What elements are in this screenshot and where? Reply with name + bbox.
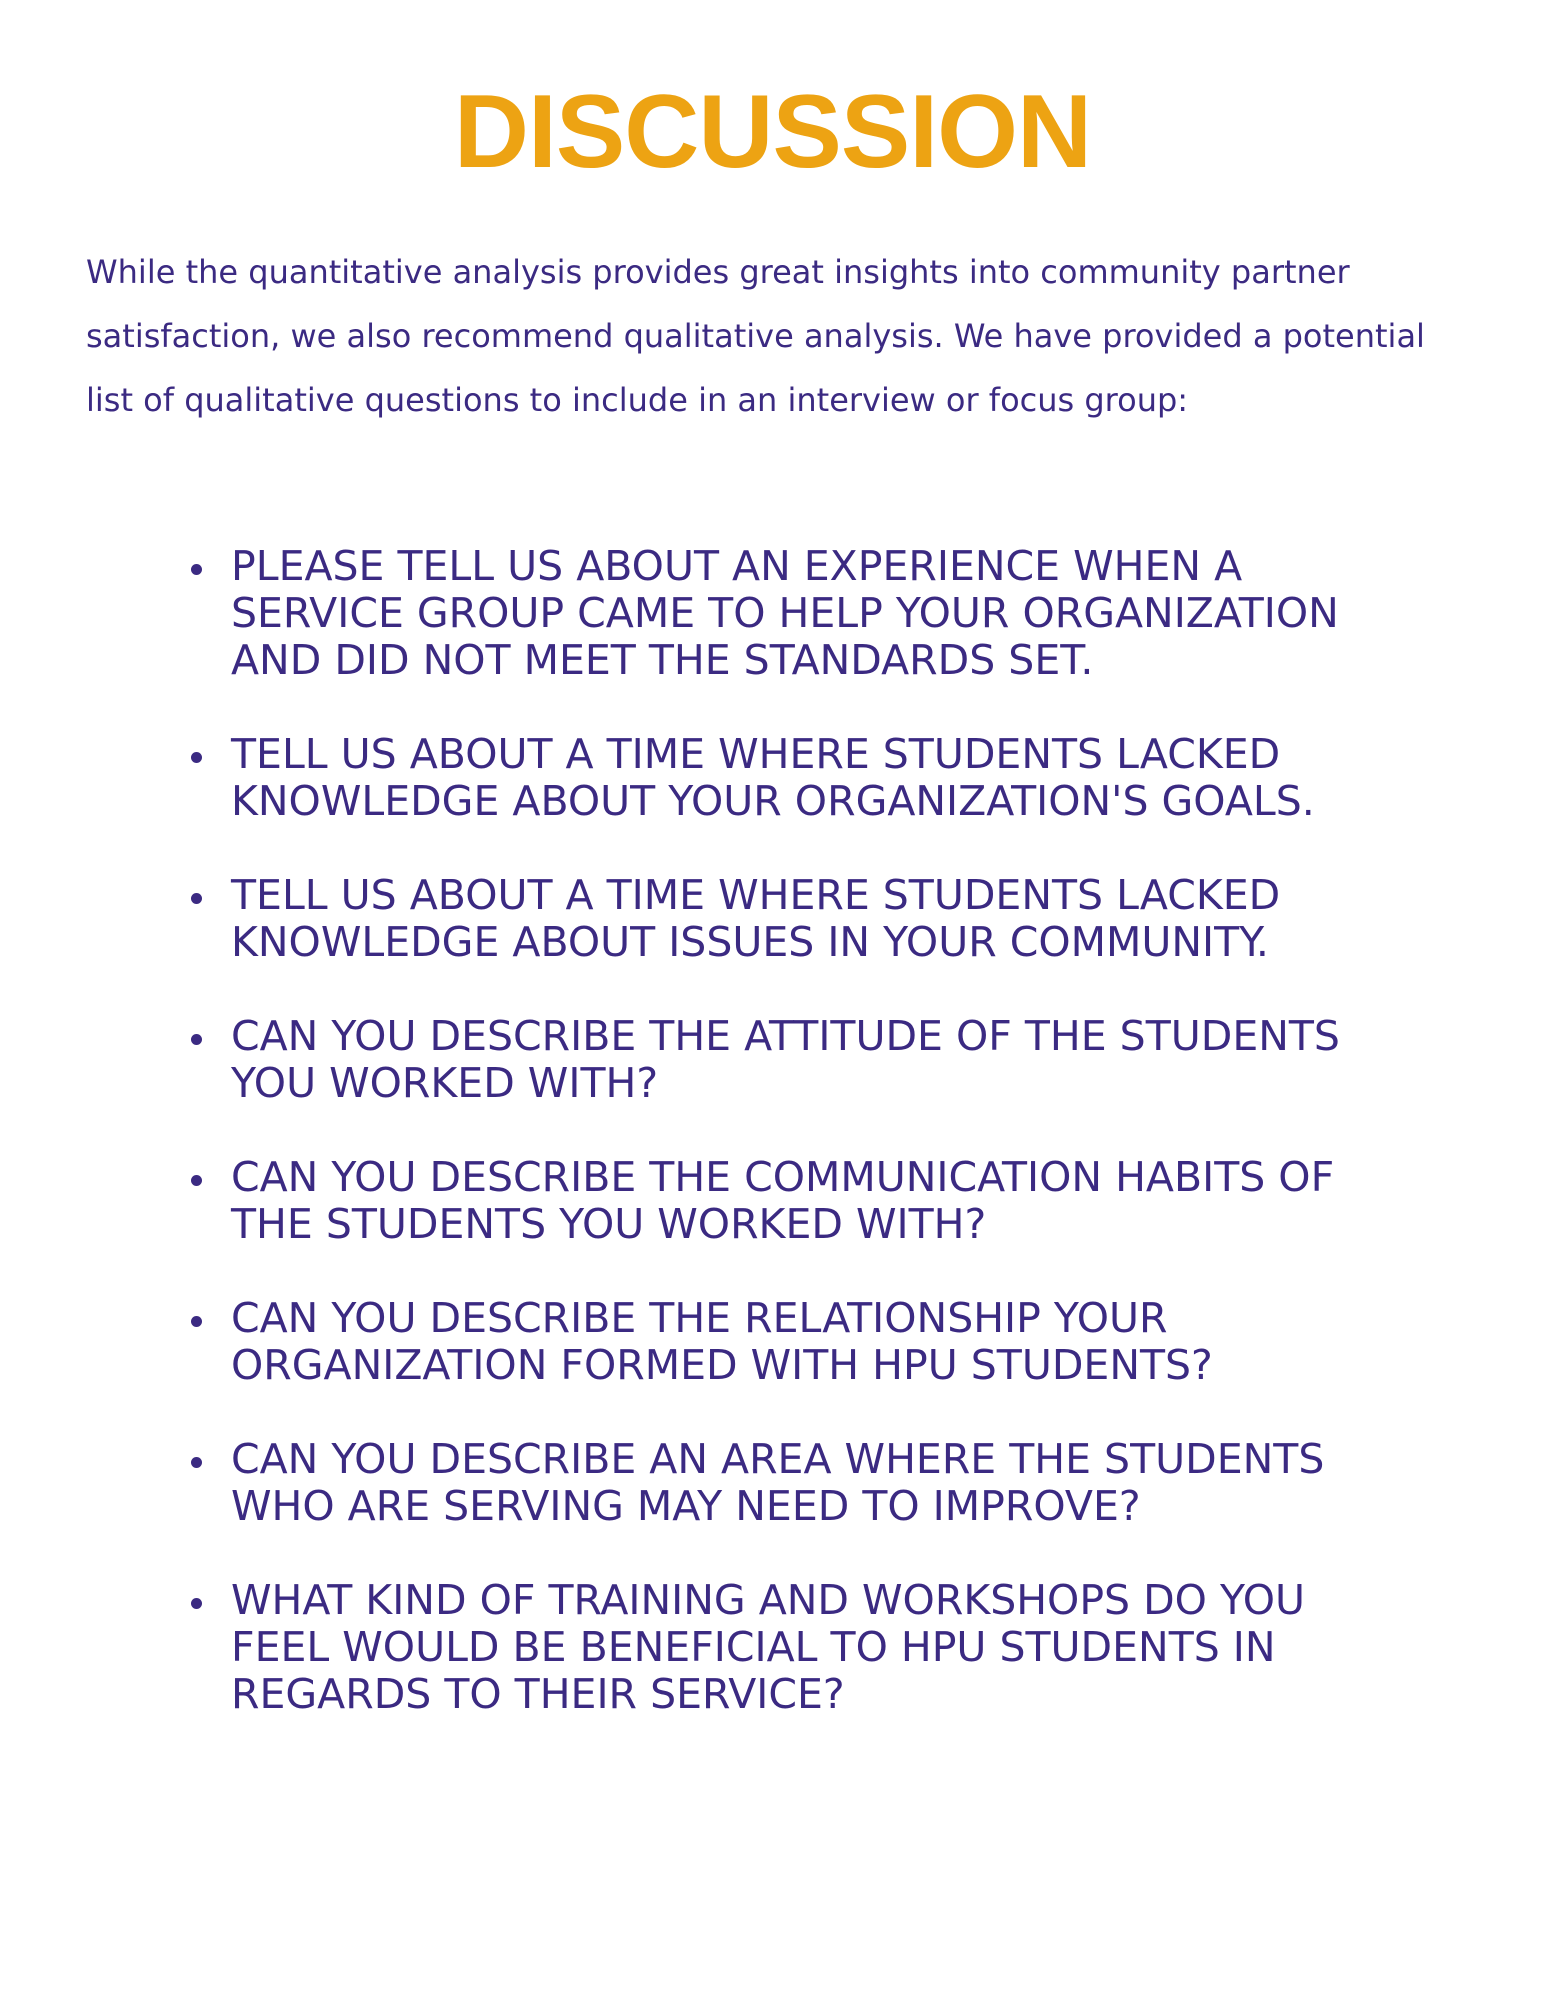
question-text: TELL US ABOUT A TIME WHERE STUDENTS LACKED KNOWLEDGE ABOUT ISSUES IN YOUR COMMUNITY. xyxy=(231,871,1281,966)
question-text: CAN YOU DESCRIBE THE ATTITUDE OF THE STUDENTS YOU WORKED WITH? xyxy=(231,1012,1340,1107)
question-text: CAN YOU DESCRIBE THE COMMUNICATION HABITS OF THE STUDENTS YOU WORKED WITH? xyxy=(231,1153,1335,1248)
list-item xyxy=(0,1436,1411,1530)
list-item xyxy=(0,543,1411,684)
bullet-icon xyxy=(191,752,202,763)
list-item xyxy=(0,1154,1411,1248)
list-item xyxy=(0,731,1411,825)
bullet-icon xyxy=(191,1457,202,1468)
bullet-icon xyxy=(191,1175,202,1186)
page-title: DISCUSSION xyxy=(453,74,1092,190)
list-item xyxy=(0,872,1411,966)
bullet-icon xyxy=(191,1316,202,1327)
question-text: TELL US ABOUT A TIME WHERE STUDENTS LACKED KNOWLEDGE ABOUT YOUR ORGANIZATION'S GOALS. xyxy=(231,730,1315,825)
bullet-icon xyxy=(191,893,202,904)
list-item xyxy=(0,1013,1411,1107)
question-list xyxy=(0,543,1545,1765)
list-item xyxy=(0,1295,1411,1389)
bullet-icon xyxy=(191,1034,202,1045)
question-text: PLEASE TELL US ABOUT AN EXPERIENCE WHEN A SERVICE GROUP CAME TO HELP YOUR ORGANIZATION AND DID NOT MEET THE STANDARDS SET. xyxy=(231,542,1339,684)
bullet-icon xyxy=(191,1598,202,1609)
question-text: WHAT KIND OF TRAINING AND WORKSHOPS DO YOU FEEL WOULD BE BENEFICIAL TO HPU STUDENTS IN REGARDS TO THEIR SERVICE? xyxy=(231,1576,1306,1718)
bullet-icon xyxy=(191,564,202,575)
intro-paragraph: While the quantitative analysis provides great insights into community partner satisfaction, we also recommend qualitative analysis. We have provided a potential list of qualitative questions to include in an interview or focus group: xyxy=(86,253,1425,419)
question-text: CAN YOU DESCRIBE THE RELATIONSHIP YOUR ORGANIZATION FORMED WITH HPU STUDENTS? xyxy=(231,1294,1213,1389)
question-text: CAN YOU DESCRIBE AN AREA WHERE THE STUDENTS WHO ARE SERVING MAY NEED TO IMPROVE? xyxy=(231,1435,1325,1530)
list-item xyxy=(0,1577,1411,1718)
